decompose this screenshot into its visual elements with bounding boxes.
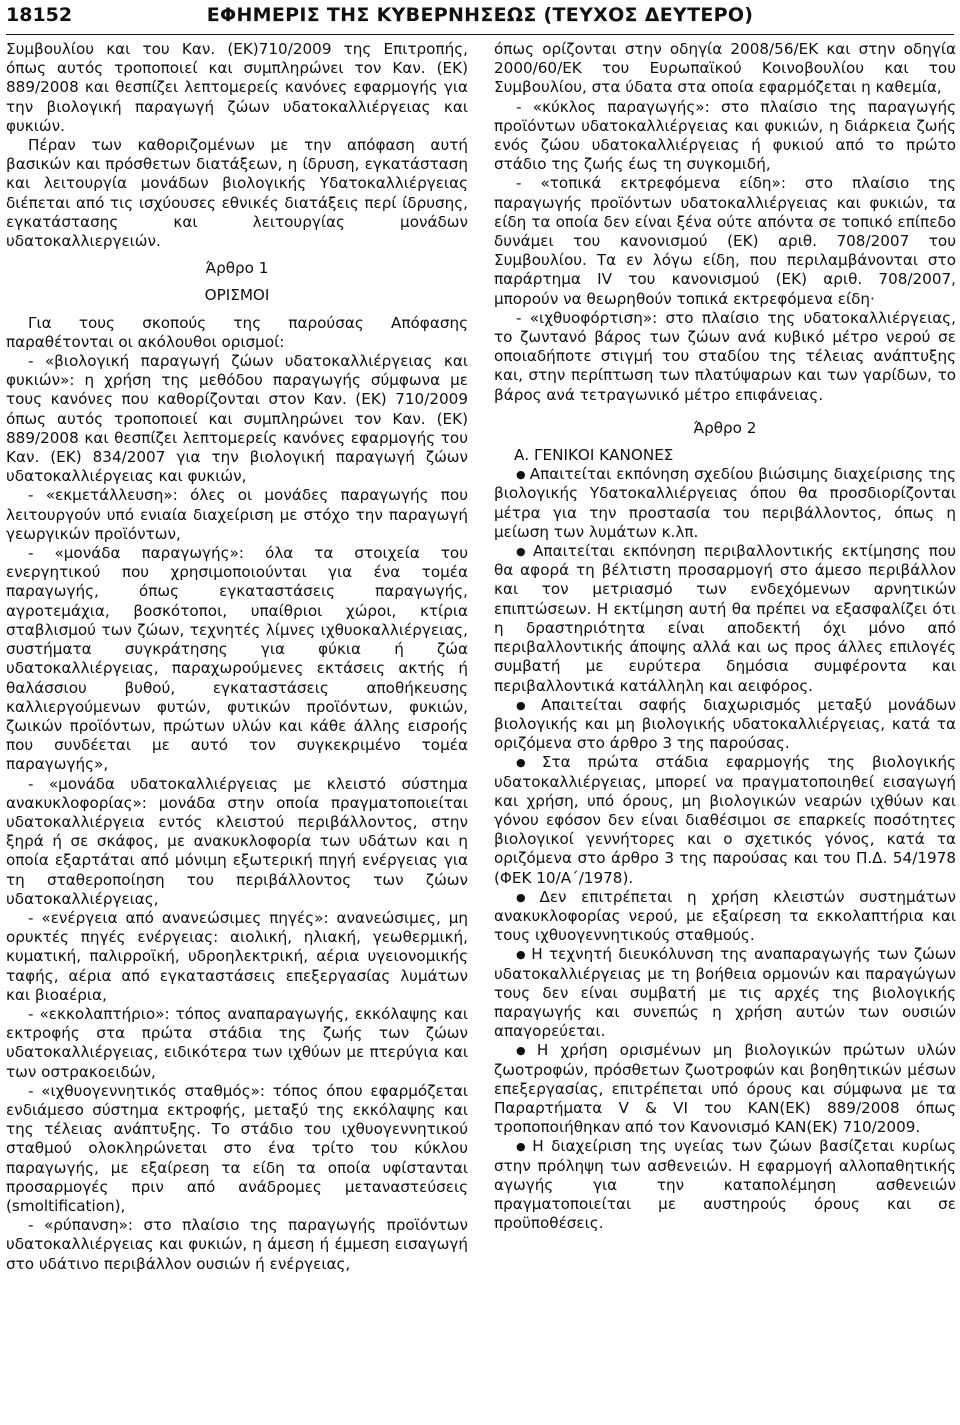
definition-item: - «μονάδα υδατοκαλλιέργειας με κλειστό σύστημα ανακυκλοφορίας»: μονάδα στην οποία πραγματοποιείται υδατοκαλλιέργεια εντός κλειστού περιβάλλοντος, στην ξηρά ή σε σκάφος, με ανακυκλοφορία των υδάτων και η οποία εξαρτάται από μόνιμη εξωτερική πηγή ενέργειας για τη σταθεροποίηση του περιβάλλοντος των ζώων υδατοκαλλιέργειας, bbox=[6, 774, 468, 908]
definition-item: - «ιχθυογεννητικός σταθμός»: τόπος όπου εφαρμόζεται ενδιάμεσο σύστημα εκτροφής, μεταξύ της εκκόλαψης και της τέλειας ανάπτυξης. Το στάδιο του ιχθυογεννητικού σταθμού ολοκληρώνεται στο ένα τρίτο του κύκλου παραγωγής, με εξαίρεση τα είδη τα οποία υφίστανται προσαρμογές πριν από ανάδρομες μεταναστεύσεις (smoltification), bbox=[6, 1081, 468, 1215]
paragraph: όπως ορίζονται στην οδηγία 2008/56/ΕΚ και στην οδηγία 2000/60/ΕΚ του Ευρωπαϊκού Κοινοβουλίου και του Συμβουλίου, στα ύδατα στα οποία εφαρμόζεται η καθεμία, bbox=[494, 40, 956, 97]
definition-item: - «εκκολαπτήριο»: τόπος αναπαραγωγής, εκκόλαψης και εκτροφής στα πρώτα στάδια της ζωής των ζώων υδατοκαλλιέργειας, ειδικότερα των ιχθύων με πτερύγια και των οστρακοειδών, bbox=[6, 1004, 468, 1081]
gazette-title: ΕΦΗΜΕΡΙΣ ΤΗΣ ΚΥΒΕΡΝΗΣΕΩΣ (ΤΕΥΧΟΣ ΔΕΥΤΕΡΟ) bbox=[206, 4, 754, 26]
paragraph: Πέραν των καθοριζομένων με την απόφαση αυτή βασικών και πρόσθετων διατάξεων, η ίδρυση, εγκατάσταση και λειτουργία μονάδων βιολογικής Υδατοκαλλιέργειας διέπεται από τις ισχύουσες εθνικές διατάξεις περί ίδρυσης, εγκατάστασης και λειτουργίας μονάδων υδατοκαλλιεργειών. bbox=[6, 136, 468, 251]
rule-item: ● Η διαχείριση της υγείας των ζώων βασίζεται κυρίως στην πρόληψη των ασθενειών. Η εφαρμογή αλλοπαθητικής αγωγής για την καταπολέμηση ασθενειών πραγματοποιείται με αυστηρούς όρους και σε προϋποθέσεις. bbox=[494, 1137, 956, 1233]
paragraph: Συμβουλίου και του Καν. (ΕΚ)710/2009 της Επιτροπής, όπως αυτός τροποποιεί και συμπληρώνει τον Καν. (ΕΚ) 889/2008 και θεσπίζει λεπτομερείς κανόνες εφαρμογής για την βιολογική παραγωγή ζώων υδατοκαλλιέργειας και φυκιών. bbox=[6, 40, 468, 135]
bullet-icon: ● bbox=[516, 1140, 529, 1154]
rule-item: ● Απαιτείται εκπόνηση σχεδίου βιώσιμης διαχείρισης της βιολογικής Υδατοκαλλιέργειας όπου θα προσδιορίζονται μέτρα για την προστασία του περιβάλλοντος, όπως η μείωση των λυμάτων κ.λπ. bbox=[494, 465, 956, 541]
bullet-icon: ● bbox=[516, 1044, 533, 1058]
rule-item: ● Απαιτείται σαφής διαχωρισμός μεταξύ μονάδων βιολογικής και μη βιολογικής υδατοκαλλιέργειας, κατά τα οριζόμενα στο άρθρο 3 της παρούσας. bbox=[494, 695, 956, 753]
section-heading: Α. ΓΕΝΙΚΟΙ ΚΑΝΟΝΕΣ bbox=[514, 446, 674, 465]
bullet-icon: ● bbox=[516, 948, 528, 962]
rule-item: ● Απαιτείται εκπόνηση περιβαλλοντικής εκτίμησης που θα αφορά τη βέλτιστη προσαρμογή στο άμεσο περιβάλλον και τον μετριασμό των ενδεχόμενων αρνητικών επιπτώσεων. Η εκτίμηση αυτή θα πρέπει να εξασφαλίζει ότι η δραστηριότητα είναι αποδεκτή όχι μόνο από περιβαλλοντικής άποψης αλλά και ως προς άλλες επιλογές συμβατή με ευρύτερα δημόσια συμφέροντα και περιβαλλοντικά κατάλληλη και αειφόρος. bbox=[494, 542, 956, 695]
definition-item: - «βιολογική παραγωγή ζώων υδατοκαλλιέργειας και φυκιών»: η χρήση της μεθόδου παραγωγής σύμφωνα με τους κανόνες που καθορίζονται στον Καν. (ΕΚ) 710/2009 όπως αυτός τροποποιεί και συμπληρώνει τον Καν. (ΕΚ) 889/2008 και θεσπίζει λεπτομερείς κανόνες εφαρμογής του Καν. (ΕΚ) 834/2007 για την βιολογική παραγωγή ζώων υδατοκαλλιέργειας και φυκιών, bbox=[6, 352, 468, 486]
definition-item: - «εκμετάλλευση»: όλες οι μονάδες παραγωγής που λειτουργούν υπό ενιαία διαχείριση με στόχο την παραγωγή γεωργικών προϊόντων, bbox=[6, 486, 468, 543]
paragraph: Για τους σκοπούς της παρούσας Απόφασης παραθέτονται οι ακόλουθοι ορισμοί: bbox=[6, 313, 468, 351]
definition-item: - «τοπικά εκτρεφόμενα είδη»: στο πλαίσιο της παραγωγής προϊόντων υδατοκαλλιέργειας και φυκιών, τα είδη τα οποία δεν είναι ξένα ούτε απόντα σε τοπικό επίπεδο δυνάμει του κανονισμού (ΕΚ) αριθ. 708/2007 του Συμβουλίου. Τα εν λόγω είδη, που περιλαμβάνονται στο παράρτημα IV του κανονισμού (ΕΚ) αριθ. 708/2007, μπορούν να θεωρηθούν τοπικά εκτρεφόμενα είδη· bbox=[494, 174, 956, 308]
definition-item: - «ενέργεια από ανανεώσιμες πηγές»: ανανεώσιμες, μη ορυκτές πηγές ενέργειας: αιολική, ηλιακή, γεωθερμική, κυματική, παλιρροϊκή, υδροηλεκτρική, αέρια υγειονομικής ταφής, αέρια από εγκαταστάσεις επεξεργασίας λυμάτων και βιοαέρια, bbox=[6, 908, 468, 1004]
bullet-icon: ● bbox=[516, 468, 526, 482]
rule-item: ● Η χρήση ορισμένων μη βιολογικών πρώτων υλών ζωοτροφών, πρόσθετων ζωοτροφών και βοηθητικών μέσων επεξεργασίας, επιτρέπεται υπό όρους και σύμφωνα με τα Παραρτήματα V & VI του ΚΑΝ(ΕΚ) 889/2008 όπως τροποποιήθηκαν από τον Κανονισμό ΚΑΝ(ΕΚ) 710/2009. bbox=[494, 1041, 956, 1137]
definition-item: - «κύκλος παραγωγής»: στο πλαίσιο της παραγωγής προϊόντων υδατοκαλλιέργειας και φυκιών, η διάρκεια ζωής ενός ζώου υδατοκαλλιέργειας ή φυκιού από το πρώτο στάδιο της ζωής έως τη συγκομιδή, bbox=[494, 97, 956, 174]
left-column bbox=[6, 40, 468, 1420]
bullet-icon: ● bbox=[516, 756, 538, 770]
article-2-title: Άρθρο 2 bbox=[693, 418, 757, 437]
article-1-subtitle: ΟΡΙΣΜΟΙ bbox=[204, 286, 270, 305]
right-column bbox=[494, 40, 956, 1420]
definition-item: - «ιχθυοφόρτιση»: στο πλαίσιο της υδατοκαλλιέργειας, το ζωντανό βάρος των ζώων ανά κυβικό μέτρο νερού σε οποιαδήποτε στιγμή του σταδίου της τέλειας ανάπτυξης και, στην περίπτωση των πλατύψαρων και των γαρίδων, το βάρος ανά τετραγωνικό μέτρο επιφάνειας. bbox=[494, 308, 956, 404]
bullet-icon: ● bbox=[516, 545, 530, 559]
definition-item: - «μονάδα παραγωγής»: όλα τα στοιχεία του ενεργητικού που χρησιμοποιούνται για ένα τομέα παραγωγής, όπως εγκαταστάσεις παραγωγής, αγροτεμάχια, βοσκότοποι, υπαίθριοι χώροι, κτίρια σταβλισμού των ζώων, τεχνητές λίμνες ιχθυοκαλλιέργειας, συστήματα συγκράτησης για φύκια ή ζώα υδατοκαλλιέργειας, παραχωρούμενες εκτάσεις ακτής ή θαλάσσιου βυθού, εγκαταστάσεις αποθήκευσης καλλιεργούμενων φυτών, φυτικών προϊόντων, φυκιών, ζωικών προϊόντων, πρώτων υλών και κάθε άλλης εισροής που συνδέεται με αυτό τον συγκεκριμένο τομέα παραγωγής», bbox=[6, 544, 468, 774]
rule-item: ● Στα πρώτα στάδια εφαρμογής της βιολογικής υδατοκαλλιέργειας, μπορεί να πραγματοποιηθεί εισαγωγή και χρήση, υπό όρους, μη βιολογικών νεαρών ιχθύων και γόνου εφόσον δεν είναι διαθέσιμοι σε επαρκείς ποσότητες βιολογικοί γεννήτορες και ο σχετικός γόνος, κατά τα οριζόμενα στο άρθρο 3 της παρούσας και του Π.Δ. 54/1978 (ΦΕΚ 10/Α΄/1978). bbox=[494, 753, 956, 887]
page-header bbox=[6, 0, 954, 35]
page-number: 18152 bbox=[6, 4, 73, 26]
bullet-icon: ● bbox=[516, 698, 537, 712]
article-1-title: Άρθρο 1 bbox=[205, 259, 269, 278]
definition-item: - «ρύπανση»: στο πλαίσιο της παραγωγής προϊόντων υδατοκαλλιέργειας και φυκιών, η άμεση ή έμμεση εισαγωγή στο υδάτινο περιβάλλον ουσιών ή ενέργειας, bbox=[6, 1216, 468, 1273]
rule-item: ● Η τεχνητή διευκόλυνση της αναπαραγωγής των ζώων υδατοκαλλιέργειας με τη βοήθεια ορμονών και παραγώγων τους δεν είναι συμβατή με τις αρχές της βιολογικής παραγωγής και συνεπώς η χρήση αυτών των ουσιών απαγορεύεται. bbox=[494, 945, 956, 1041]
bullet-icon: ● bbox=[516, 890, 536, 904]
rule-item: ● Δεν επιτρέπεται η χρήση κλειστών συστημάτων ανακυκλοφορίας νερού, με εξαίρεση τα εκκολαπτήρια και τους ιχθυογεννητικούς σταθμούς. bbox=[494, 887, 956, 945]
